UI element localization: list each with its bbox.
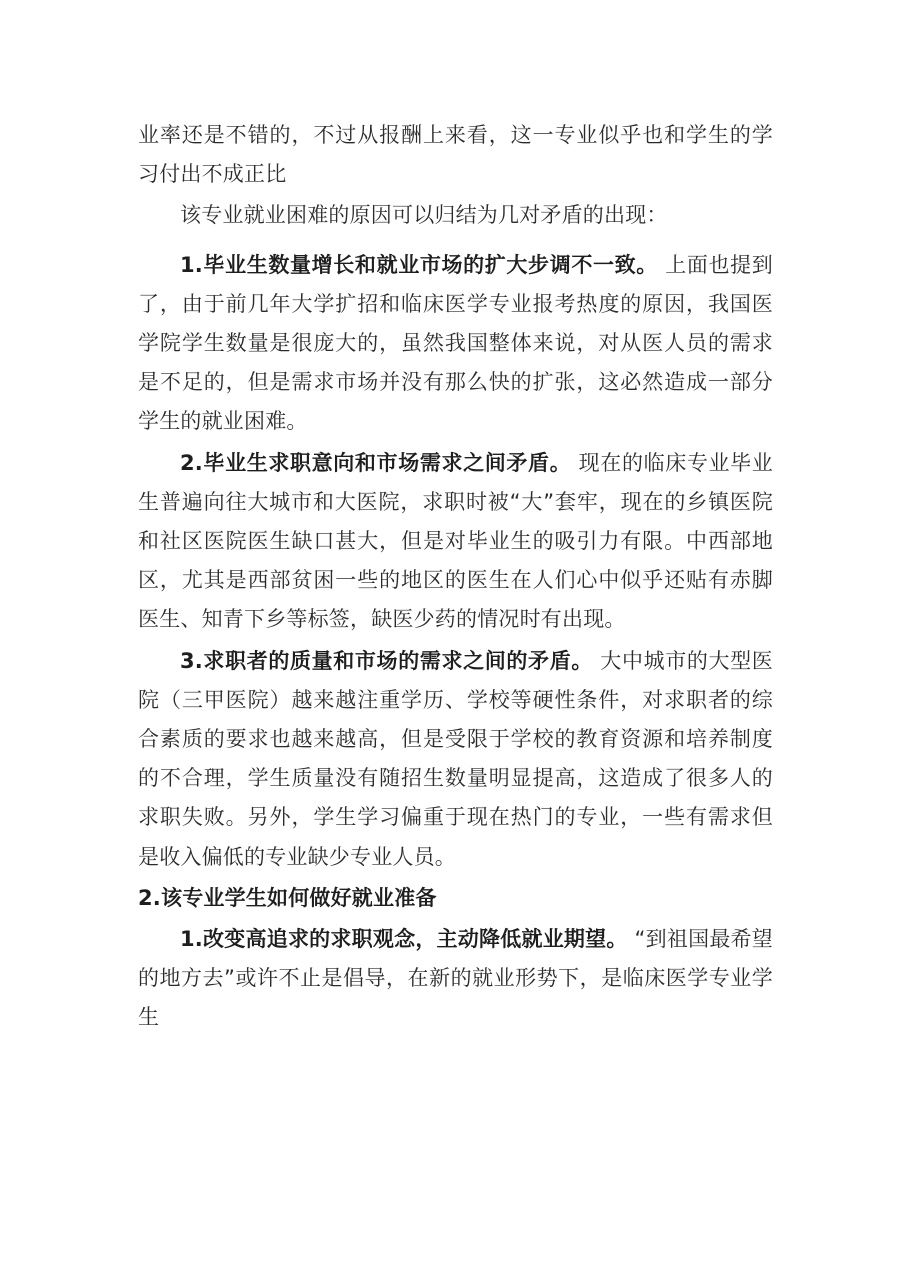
reason-body-1: 上面也提到了，由于前几年大学扩招和临床医学专业报考热度的原因，我国医学院学生数量是很庞大的，虽然我国整体来说，对从医人员的需求是不足的，但是需求市场并没有那么快的扩张，这必然造成一部分学生的就业困难。 [138,252,774,434]
intro-paragraph: 业率还是不错的，不过从报酬上来看，这一专业似乎也和学生的学习付出不成正比 [138,123,773,187]
reason-title-2: 2.毕业生求职意向和市场需求之间矛盾。 [180,450,572,475]
prep-body-1: “到祖国最希望的地方去”或许不止是倡导，在新的就业形势下，是临床医学专业学生 [138,927,773,1030]
document-body [138,116,773,1038]
reason-paragraph-2 [138,444,773,640]
reason-body-2: 现在的临床专业毕业生普遍向往大城市和大医院，求职时被“大”套牢，现在的乡镇医院和社区医院医生缺口甚大，但是对毕业生的吸引力有限。中西部地区，尤其是西部贫困一些的地区的医生在人们心中似乎还贴有赤脚医生、知青下乡等标签，缺医少药的情况时有出现。 [138,450,773,632]
section-heading: 2.该专业学生如何做好就业准备 [138,885,437,910]
reason-paragraph-3 [138,642,773,877]
reason-title-1: 1.毕业生数量增长和就业市场的扩大步调不一致。 [180,252,658,277]
reason-intro-paragraph: 该专业就业困难的原因可以归结为几对矛盾的出现： [180,203,668,228]
reason-title-3: 3.求职者的质量和市场的需求之间的矛盾。 [180,648,593,673]
prep-paragraph-1 [138,920,773,1038]
reason-paragraph-1 [138,246,773,442]
prep-title-1: 1.改变高追求的求职观念，主动降低就业期望。 [180,927,628,952]
reason-body-3: 大中城市的大型医院（三甲医院）越来越注重学历、学校等硬性条件，对求职者的综合素质的要求也越来越高，但是受限于学校的教育资源和培养制度的不合理，学生质量没有随招生数量明显提高，这造成了很多人的求职失败。另外，学生学习偏重于现在热门的专业，一些有需求但是收入偏低的专业缺少专业人员。 [138,648,773,869]
